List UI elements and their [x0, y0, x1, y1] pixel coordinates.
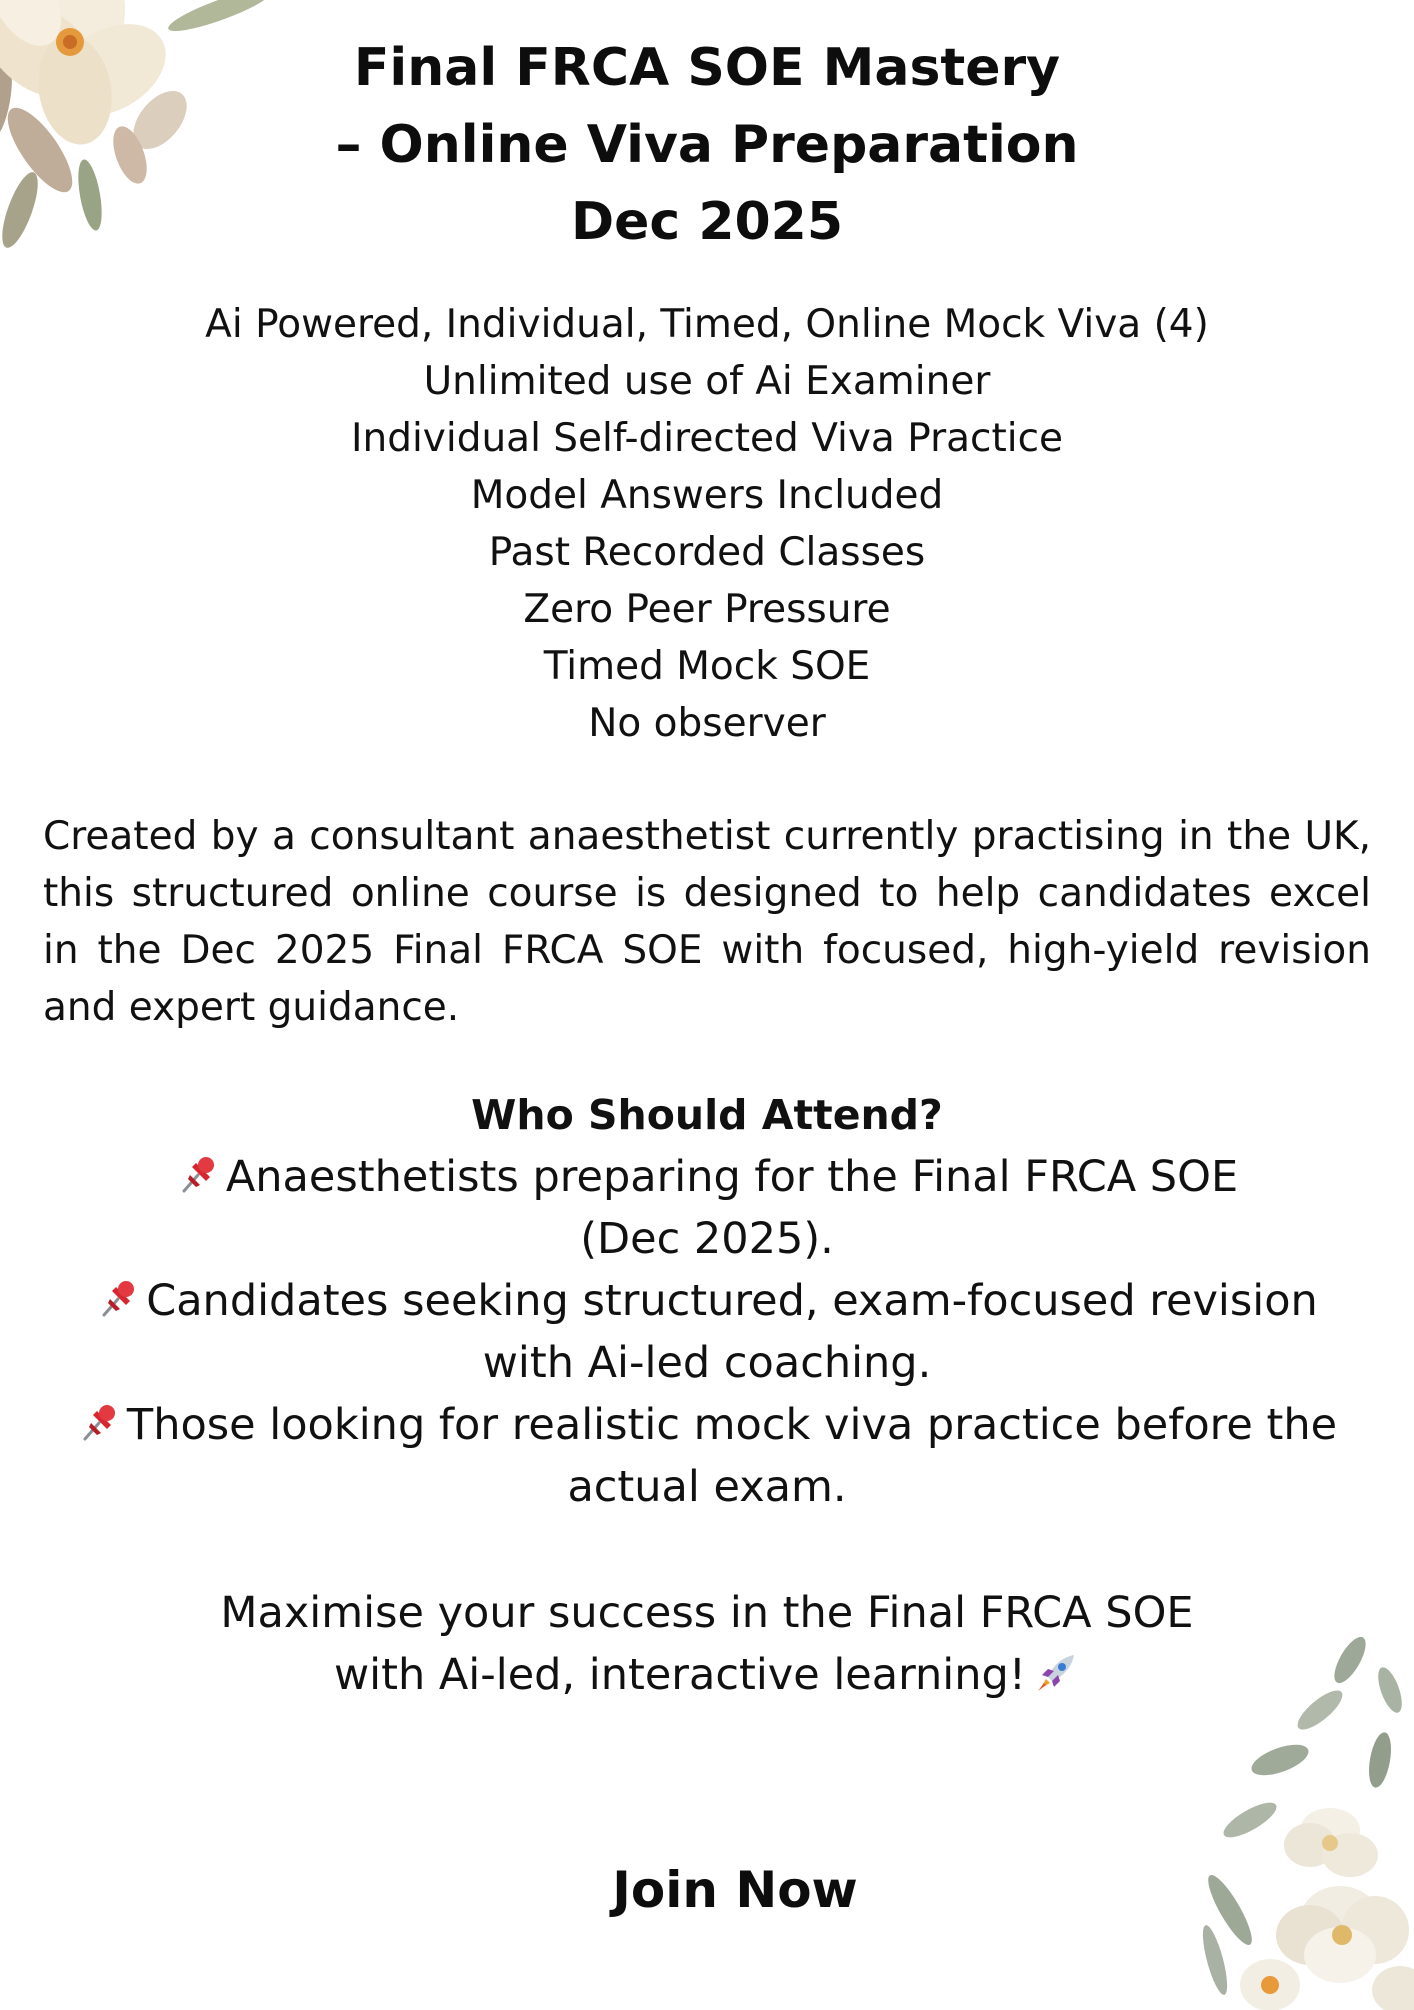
page-title: [200, 30, 1214, 261]
join-now-button[interactable]: Join Now: [612, 1861, 858, 1919]
audience-item-line-2: (Dec 2025).: [580, 1214, 834, 1264]
audience-item-line-1: Anaesthetists preparing for the Final FRCA SOE: [225, 1152, 1239, 1202]
audience-item-line-1: Candidates seeking structured, exam-focused revision: [146, 1276, 1318, 1326]
closing-line-1: Maximise your success in the Final FRCA SOE: [220, 1588, 1194, 1638]
feature-item: Unlimited use of Ai Examiner: [423, 359, 991, 404]
pushpin-icon: [77, 1401, 121, 1445]
feature-item: Zero Peer Pressure: [523, 587, 891, 632]
closing-line-2: with Ai-led, interactive learning!: [333, 1650, 1027, 1700]
intro-paragraph: Created by a consultant anaesthetist currently practising in the UK, this structured online course is designed to help candidates excel in the Dec 2025 Final FRCA SOE with focused, high-yield revision and expert guidance.: [43, 814, 1371, 1030]
title-line-3: Dec 2025: [570, 192, 844, 252]
feature-item: Past Recorded Classes: [488, 530, 926, 575]
title-line-1: Final FRCA SOE Mastery: [353, 38, 1061, 98]
pushpin-icon: [176, 1153, 220, 1197]
feature-item: Individual Self-directed Viva Practice: [350, 416, 1064, 461]
audience-item-line-1: Those looking for realistic mock viva practice before the: [126, 1400, 1338, 1450]
title-line-2: – Online Viva Preparation: [335, 115, 1079, 175]
feature-item: No observer: [588, 701, 826, 746]
audience-item: [40, 1270, 1374, 1394]
feature-item: Ai Powered, Individual, Timed, Online Mock Viva (4): [205, 302, 1209, 347]
audience-item: [40, 1394, 1374, 1518]
audience-list: [40, 1146, 1374, 1518]
rocket-icon: [1032, 1649, 1080, 1697]
closing-message: [100, 1582, 1314, 1706]
who-should-attend-heading: Who Should Attend?: [471, 1091, 943, 1139]
feature-item: Timed Mock SOE: [543, 644, 871, 689]
audience-item-line-2: actual exam.: [567, 1462, 847, 1512]
audience-item: [40, 1146, 1374, 1270]
feature-list: [100, 296, 1314, 752]
pushpin-icon: [96, 1277, 140, 1321]
audience-item-line-2: with Ai-led coaching.: [482, 1338, 932, 1388]
feature-item: Model Answers Included: [470, 473, 944, 518]
